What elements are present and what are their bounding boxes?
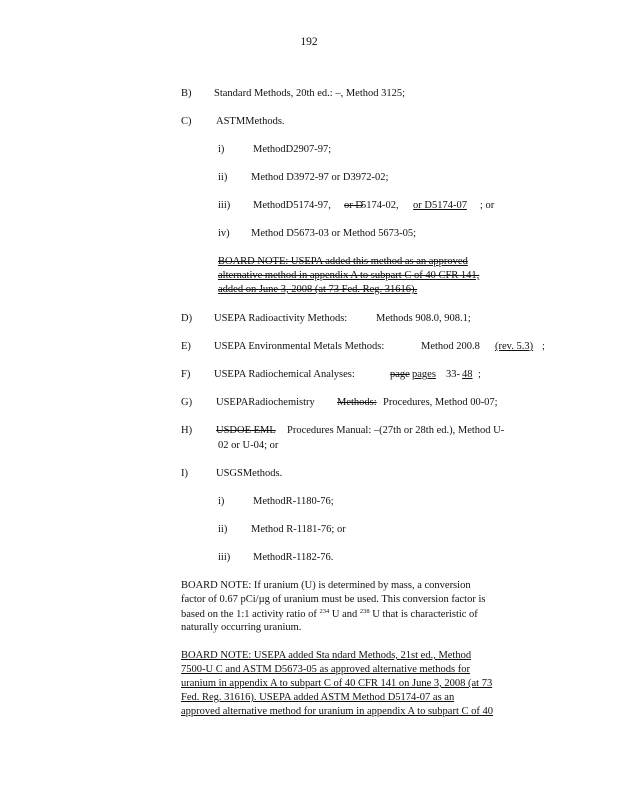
item-label: C)	[181, 116, 192, 127]
item-h-line-2: 02 or U-04; or	[218, 440, 279, 451]
underlined-text: (rev. 5.3)	[495, 341, 534, 352]
page-number: 192	[300, 36, 318, 48]
subitem-text: MethodD5174-97,	[253, 200, 331, 211]
subitem-label: ii)	[218, 524, 228, 535]
item-text: Method 200.8	[421, 341, 480, 352]
item-text: ;	[478, 369, 481, 380]
item-text: USGSMethods.	[216, 468, 283, 479]
subitem-text: Method D3972-97 or D3972-02;	[251, 172, 389, 183]
subitem-label: i)	[218, 496, 225, 507]
subitem-label: ii)	[218, 172, 228, 183]
item-text: ;	[542, 341, 545, 352]
subitem-label: iv)	[218, 228, 230, 239]
struck-text: USDOE EML	[216, 425, 276, 436]
item-label: B)	[181, 88, 192, 99]
struck-text: or D	[344, 200, 363, 211]
board-note-line: BOARD NOTE: If uranium (U) is determined by mass, a conversion	[181, 580, 471, 591]
subitem-text: 5174-02,	[361, 200, 399, 211]
superscript: 238	[359, 608, 370, 615]
board-note-text: U that is characteristic of	[372, 609, 478, 620]
board-note-line: uranium in appendix A to subpart C of 40 CFR 141 on June 3, 2008 (at 73	[181, 678, 493, 689]
board-note-line: 7500-U C and ASTM D5673-05 as approved alternative methods for	[181, 664, 470, 675]
item-label: D)	[181, 313, 193, 324]
item-label: E)	[181, 341, 191, 352]
item-label: F)	[181, 369, 191, 380]
subitem-text: ; or	[480, 200, 495, 211]
item-text: USEPA Environmental Metals Methods:	[214, 341, 385, 352]
underlined-text: pages	[412, 369, 436, 380]
board-note-line: BOARD NOTE: USEPA added this method as an approved	[218, 256, 468, 267]
board-note-line: BOARD NOTE: USEPA added Sta ndard Methods, 21st ed., Method	[181, 650, 472, 661]
board-note-line	[181, 608, 478, 620]
item-text: Methods 908.0, 908.1;	[376, 313, 471, 324]
subitem-label: iii)	[218, 552, 231, 563]
board-note-line: naturally occurring uranium.	[181, 622, 302, 633]
item-label: I)	[181, 468, 188, 479]
item-text: Procedures Manual: –(27th or 28th ed.), Method U-	[287, 425, 505, 436]
board-note-text: U and	[331, 609, 358, 620]
board-note-line: added on June 3, 2008 (at 73 Fed. Reg. 31616).	[218, 284, 418, 295]
struck-text: Methods:	[337, 397, 377, 408]
underlined-text: 48	[462, 369, 473, 380]
item-text: 33-	[446, 369, 460, 380]
superscript: 234	[319, 608, 330, 615]
struck-text: page	[390, 369, 410, 380]
item-text: USEPARadiochemistry	[216, 397, 315, 408]
item-text: Standard Methods, 20th ed.: –, Method 3125;	[214, 88, 406, 99]
board-note-line: factor of 0.67 pCi/µg of uranium must be used. This conversion factor is	[181, 594, 486, 605]
item-text: USEPA Radioactivity Methods:	[214, 313, 348, 324]
item-text: Procedures, Method 00-07;	[383, 397, 498, 408]
item-text: USEPA Radiochemical Analyses:	[214, 369, 355, 380]
subitem-text: MethodR-1182-76.	[253, 552, 334, 563]
board-note-line: Fed. Reg. 31616). USEPA added ASTM Method D5174-07 as an	[181, 692, 455, 703]
subitem-text: Method D5673-03 or Method 5673-05;	[251, 228, 417, 239]
subitem-label: i)	[218, 144, 225, 155]
underlined-text: or D5174-07	[413, 200, 467, 211]
item-label: H)	[181, 425, 193, 436]
item-label: G)	[181, 397, 193, 408]
subitem-text: MethodR-1180-76;	[253, 496, 334, 507]
board-note-line: alternative method in appendix A to subpart C of 40 CFR 141,	[218, 270, 480, 281]
board-note-text: based on the 1:1 activity ratio of	[181, 609, 317, 620]
subitem-text: Method R-1181-76; or	[251, 524, 346, 535]
subitem-text: MethodD2907-97;	[253, 144, 332, 155]
item-text: ASTMMethods.	[216, 116, 285, 127]
subitem-label: iii)	[218, 200, 231, 211]
board-note-line: approved alternative method for uranium in appendix A to subpart C of 40	[181, 706, 494, 717]
